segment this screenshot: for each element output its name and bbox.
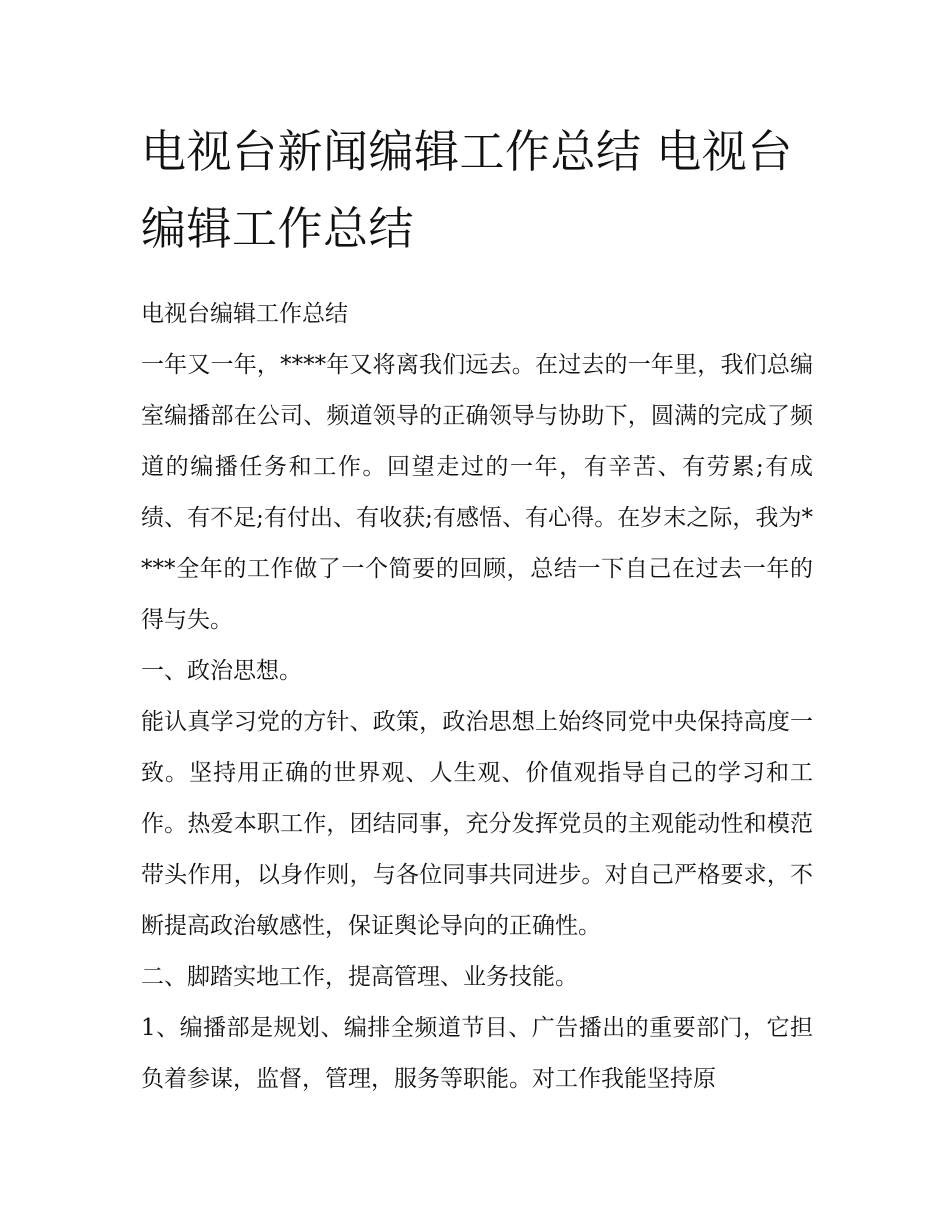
document-title: 电视台新闻编辑工作总结 电视台编辑工作总结	[141, 125, 793, 255]
section-heading-work: 二、脚踏实地工作，提高管理、业务技能。	[141, 964, 578, 990]
intro-paragraph: 一年又一年，****年又将离我们远去。在过去的一年里，我们总编室编播部在公司、频道领导的正确领导与协助下，圆满的完成了频道的编播任务和工作。回望走过的一年，有辛苦、有劳累;有成绩、有不足;有付出、有收获;有感悟、有心得。在岁末之际，我为****全年的工作做了一个简要的回顾，总结一下自己在过去一年的得与失。	[141, 352, 813, 633]
document-content	[141, 113, 813, 1105]
politics-paragraph: 能认真学习党的方针、政策，政治思想上始终同党中央保持高度一致。坚持用正确的世界观、人生观、价值观指导自己的学习和工作。热爱本职工作，团结同事，充分发挥党员的主观能动性和模范带头作用，以身作则，与各位同事共同进步。对自己严格要求，不断提高政治敏感性，保证舆论导向的正确性。	[141, 709, 813, 939]
subtitle-paragraph: 电视台编辑工作总结	[141, 301, 348, 327]
section-heading-politics: 一、政治思想。	[141, 658, 302, 684]
work-paragraph: 1、编播部是规划、编排全频道节目、广告播出的重要部门，它担负着参谋，监督，管理，服务等职能。对工作我能坚持原	[141, 1015, 813, 1092]
